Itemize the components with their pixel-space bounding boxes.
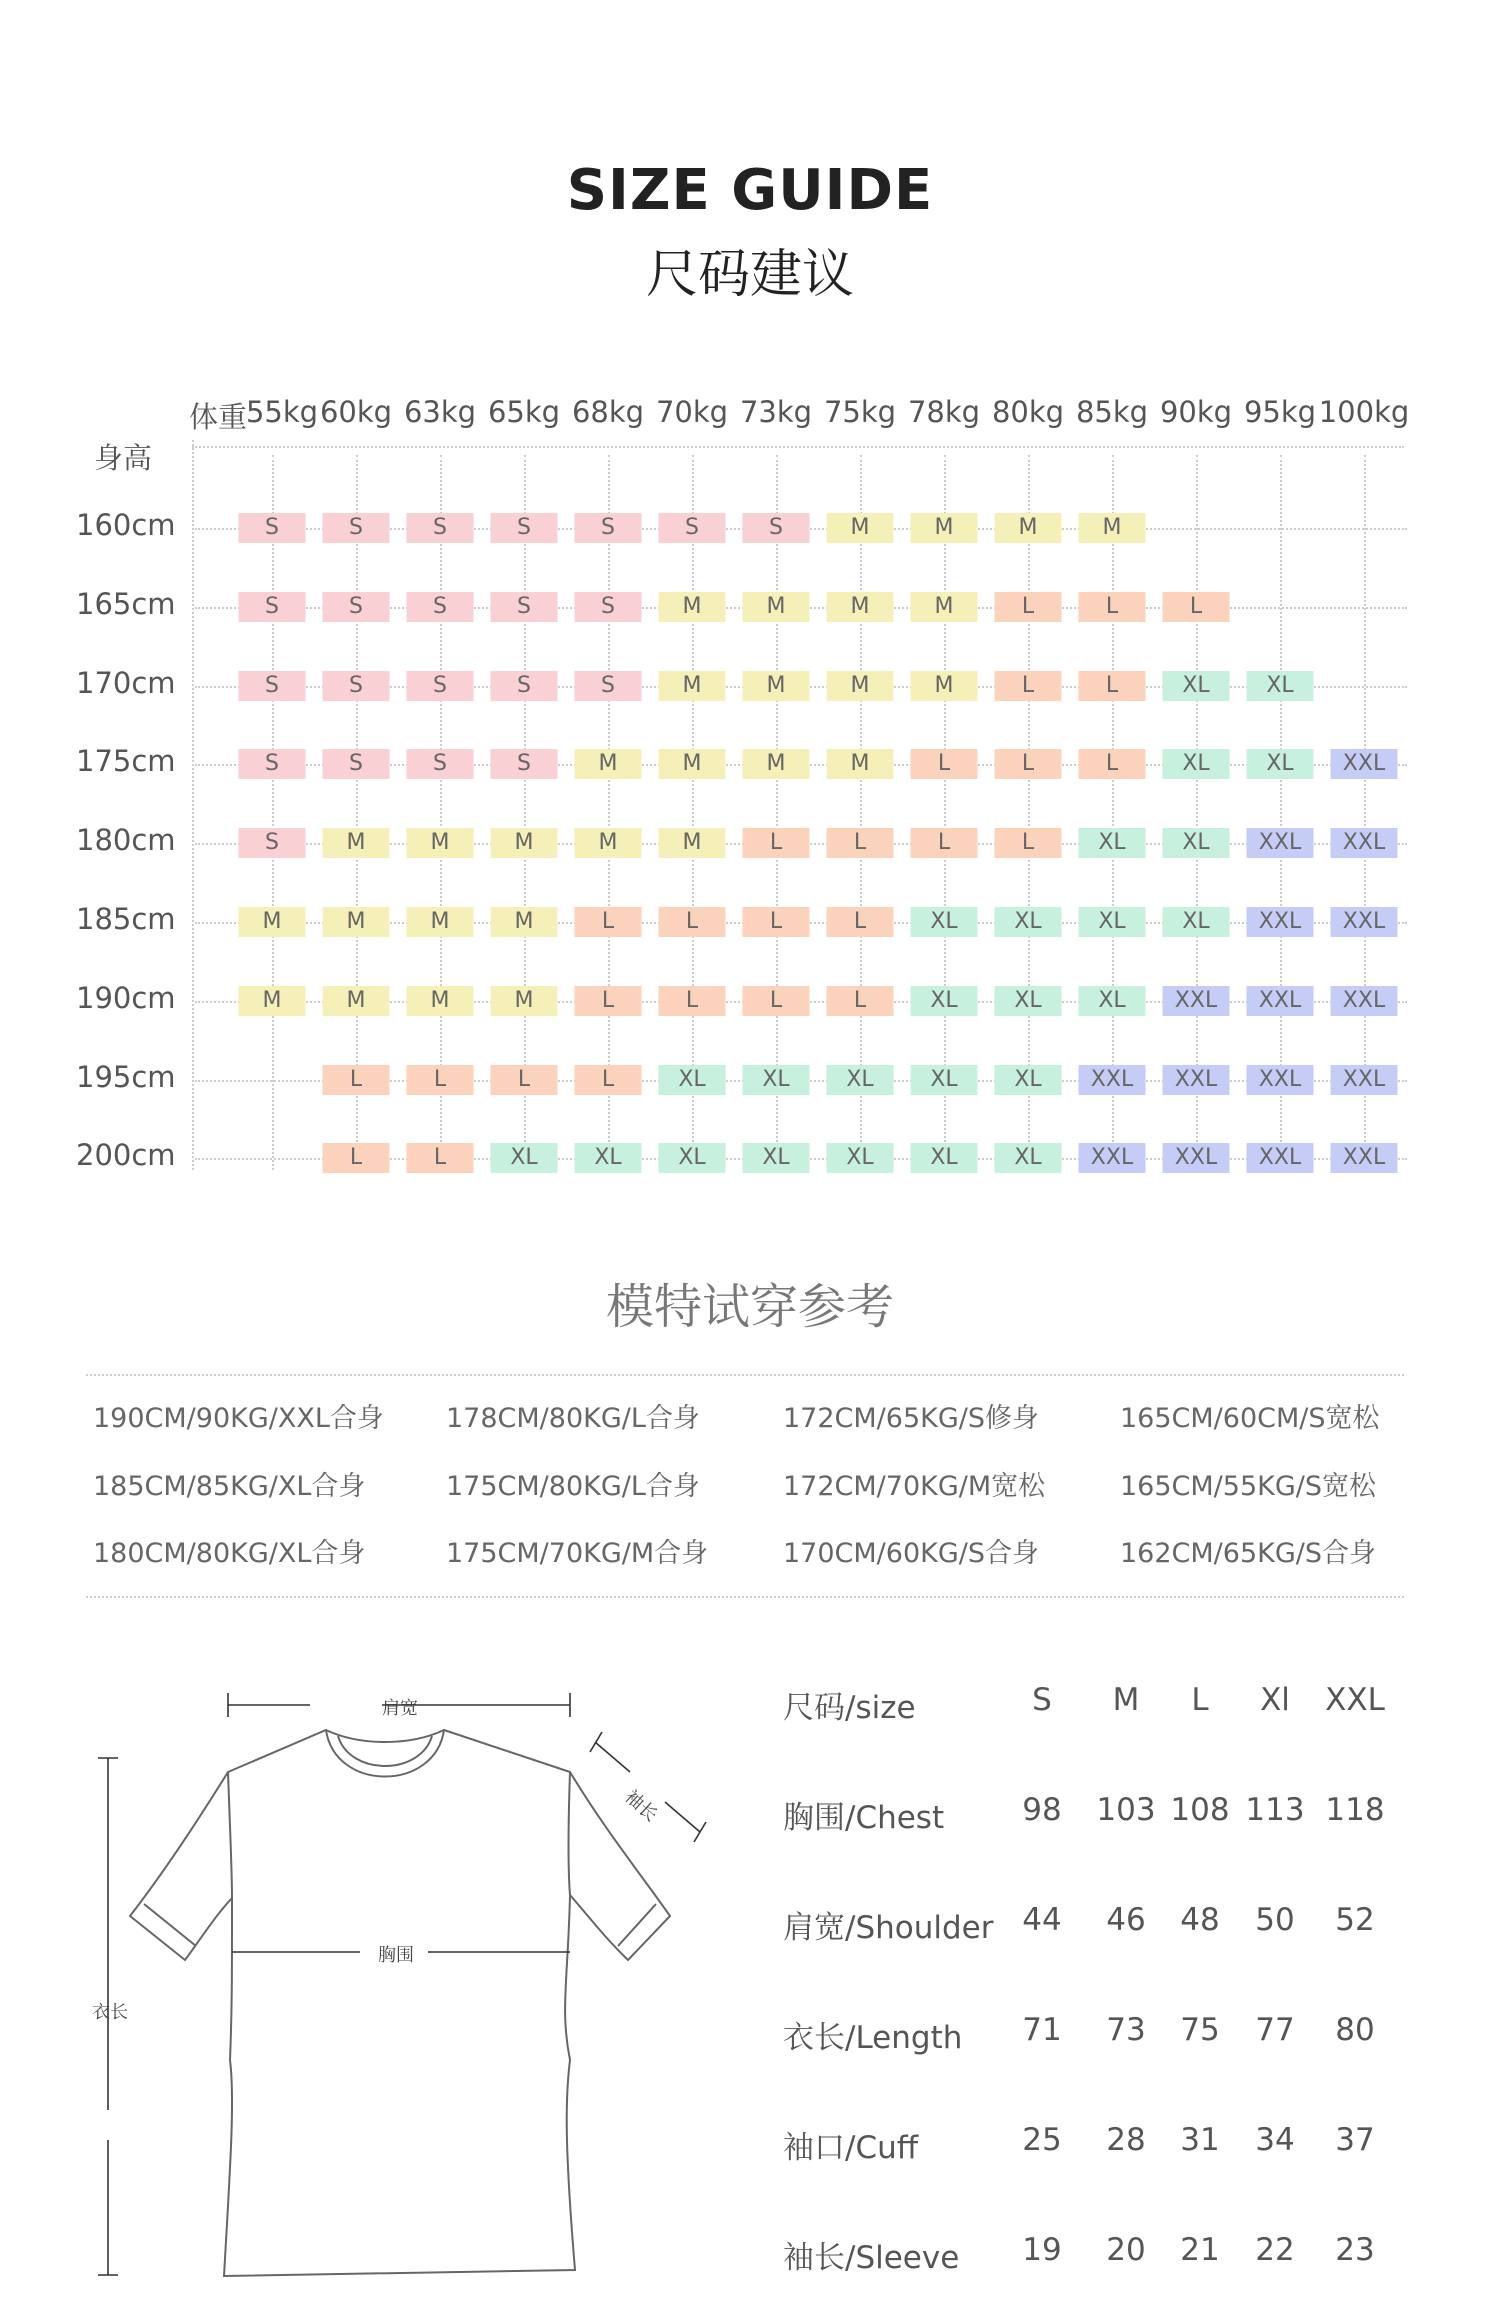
size-cell: L xyxy=(407,1143,474,1173)
weight-label: 100kg xyxy=(1318,395,1410,429)
size-cell: XL xyxy=(995,1065,1062,1095)
size-cell: M xyxy=(323,907,390,937)
size-cell: L xyxy=(659,907,726,937)
size-cell: XL xyxy=(1163,907,1230,937)
size-cell: M xyxy=(659,592,726,622)
size-cell: XL xyxy=(911,1143,978,1173)
height-axis-label: 身高 xyxy=(94,441,153,475)
spec-value: 73 xyxy=(1106,2012,1146,2048)
spec-value: 21 xyxy=(1180,2232,1220,2268)
size-cell: XL xyxy=(1163,749,1230,779)
weight-label: 68kg xyxy=(571,395,645,429)
spec-value: 108 xyxy=(1170,1792,1230,1828)
size-cell: L xyxy=(323,1143,390,1173)
grid-col-line xyxy=(1028,455,1030,1170)
size-cell: M xyxy=(239,986,306,1016)
size-cell: XXL xyxy=(1079,1143,1146,1173)
size-cell: XXL xyxy=(1331,1143,1398,1173)
model-reference-item: 165CM/60CM/S宽松 xyxy=(1120,1403,1380,1434)
spec-value: 118 xyxy=(1325,1792,1385,1828)
spec-row-label: 袖长/Sleeve xyxy=(783,2240,960,2276)
tshirt-diagram xyxy=(60,1680,720,2320)
spec-value: 44 xyxy=(1022,1902,1062,1938)
spec-value: 75 xyxy=(1180,2012,1220,2048)
size-cell: L xyxy=(1079,749,1146,779)
model-reference-item: 178CM/80KG/L合身 xyxy=(446,1403,700,1434)
size-cell: L xyxy=(407,1065,474,1095)
size-cell: L xyxy=(743,986,810,1016)
height-label: 185cm xyxy=(76,902,176,936)
size-cell: M xyxy=(1079,513,1146,543)
size-cell: XL xyxy=(911,1065,978,1095)
page-subtitle: 尺码建议 xyxy=(645,245,854,305)
grid-col-line xyxy=(356,455,358,1170)
size-cell: L xyxy=(659,986,726,1016)
grid-col-line xyxy=(1280,455,1282,1170)
size-cell: L xyxy=(491,1065,558,1095)
size-cell: L xyxy=(575,907,642,937)
weight-label: 80kg xyxy=(991,395,1065,429)
grid-col-line xyxy=(440,455,442,1170)
spec-size-header: Xl xyxy=(1260,1682,1290,1718)
spec-value: 20 xyxy=(1106,2232,1146,2268)
size-cell: L xyxy=(827,828,894,858)
size-cell: S xyxy=(323,592,390,622)
spec-size-header: XXL xyxy=(1325,1682,1385,1718)
size-cell: M xyxy=(491,828,558,858)
size-cell: M xyxy=(827,749,894,779)
sleeve-dim-label: 袖长 xyxy=(620,1786,662,1826)
size-cell: S xyxy=(491,513,558,543)
model-reference-item: 175CM/80KG/L合身 xyxy=(446,1471,700,1502)
height-label: 170cm xyxy=(76,665,176,700)
size-cell: M xyxy=(407,907,474,937)
weight-label: 70kg xyxy=(655,395,729,429)
spec-value: 37 xyxy=(1335,2122,1375,2158)
size-cell: M xyxy=(407,986,474,1016)
size-cell: M xyxy=(827,671,894,701)
weight-label: 90kg xyxy=(1159,395,1233,429)
size-cell: L xyxy=(827,986,894,1016)
size-cell: L xyxy=(323,1065,390,1095)
size-cell: S xyxy=(239,671,306,701)
size-cell: XL xyxy=(743,1143,810,1173)
grid-axis-line xyxy=(192,446,1404,448)
spec-value: 31 xyxy=(1180,2122,1220,2158)
size-cell: XL xyxy=(491,1143,558,1173)
size-cell: L xyxy=(743,828,810,858)
size-cell: XXL xyxy=(1163,1143,1230,1173)
grid-col-line xyxy=(944,455,946,1170)
grid-axis-line xyxy=(192,440,194,1170)
spec-row-label: 肩宽/Shoulder xyxy=(783,1910,994,1946)
height-label: 195cm xyxy=(76,1059,176,1094)
size-cell: XL xyxy=(1079,907,1146,937)
size-cell: L xyxy=(995,828,1062,858)
size-cell: S xyxy=(407,671,474,701)
size-cell: M xyxy=(743,592,810,622)
grid-col-line xyxy=(524,455,526,1170)
height-label: 165cm xyxy=(76,586,176,621)
size-cell: M xyxy=(659,828,726,858)
size-cell: XL xyxy=(995,1143,1062,1173)
grid-col-line xyxy=(1196,455,1198,1170)
spec-row-label: 袖口/Cuff xyxy=(783,2130,919,2166)
size-cell: XL xyxy=(1079,986,1146,1016)
size-cell: XL xyxy=(743,1065,810,1095)
size-cell: S xyxy=(743,513,810,543)
size-cell: XXL xyxy=(1331,907,1398,937)
size-cell: M xyxy=(911,513,978,543)
size-cell: XL xyxy=(1163,671,1230,701)
spec-value: 46 xyxy=(1106,1902,1146,1938)
spec-value: 19 xyxy=(1022,2232,1062,2268)
size-cell: M xyxy=(827,592,894,622)
size-cell: S xyxy=(659,513,726,543)
size-cell: S xyxy=(239,513,306,543)
size-cell: XL xyxy=(911,907,978,937)
size-cell: L xyxy=(995,749,1062,779)
size-cell: S xyxy=(491,749,558,779)
size-cell: XL xyxy=(575,1143,642,1173)
size-cell: S xyxy=(575,513,642,543)
size-cell: M xyxy=(659,749,726,779)
size-cell: L xyxy=(995,671,1062,701)
size-cell: L xyxy=(995,592,1062,622)
weight-label: 78kg xyxy=(907,395,981,429)
size-cell: L xyxy=(1079,671,1146,701)
size-cell: M xyxy=(911,592,978,622)
size-cell: L xyxy=(911,828,978,858)
model-reference-item: 172CM/65KG/S修身 xyxy=(783,1403,1039,1434)
size-cell: S xyxy=(323,749,390,779)
size-cell: S xyxy=(575,592,642,622)
size-cell: M xyxy=(407,828,474,858)
size-cell: M xyxy=(827,513,894,543)
model-reference-item: 185CM/85KG/XL合身 xyxy=(93,1471,366,1502)
size-cell: XXL xyxy=(1247,1065,1314,1095)
size-cell: M xyxy=(995,513,1062,543)
size-cell: XXL xyxy=(1331,749,1398,779)
size-cell: S xyxy=(239,828,306,858)
spec-value: 113 xyxy=(1245,1792,1305,1828)
size-cell: L xyxy=(575,986,642,1016)
weight-label: 55kg xyxy=(245,395,319,429)
size-cell: XXL xyxy=(1247,907,1314,937)
weight-label: 85kg xyxy=(1075,395,1149,429)
divider xyxy=(86,1374,1404,1376)
divider xyxy=(86,1596,1404,1598)
size-cell: XXL xyxy=(1247,986,1314,1016)
spec-value: 22 xyxy=(1255,2232,1295,2268)
grid-col-line xyxy=(692,455,694,1170)
shoulder-dim-label: 肩宽 xyxy=(382,1698,418,1719)
weight-label: 95kg xyxy=(1243,395,1317,429)
spec-value: 34 xyxy=(1255,2122,1295,2158)
spec-size-header: L xyxy=(1191,1682,1209,1718)
weight-label: 73kg xyxy=(739,395,813,429)
height-label: 175cm xyxy=(76,744,176,779)
grid-col-line xyxy=(860,455,862,1170)
model-reference-item: 180CM/80KG/XL合身 xyxy=(93,1538,366,1569)
spec-value: 80 xyxy=(1335,2012,1375,2048)
size-cell: S xyxy=(491,671,558,701)
spec-value: 50 xyxy=(1255,1902,1295,1938)
size-cell: L xyxy=(575,1065,642,1095)
size-cell: L xyxy=(1079,592,1146,622)
size-cell: S xyxy=(407,592,474,622)
grid-col-line xyxy=(272,455,274,1170)
size-cell: M xyxy=(323,986,390,1016)
size-cell: XXL xyxy=(1163,1065,1230,1095)
size-cell: L xyxy=(911,749,978,779)
spec-value: 23 xyxy=(1335,2232,1375,2268)
height-label: 190cm xyxy=(76,980,176,1015)
weight-label: 75kg xyxy=(823,395,897,429)
grid-col-line xyxy=(1112,455,1114,1170)
size-cell: M xyxy=(323,828,390,858)
size-cell: XXL xyxy=(1163,986,1230,1016)
size-cell: XXL xyxy=(1247,1143,1314,1173)
size-cell: XL xyxy=(1247,749,1314,779)
size-cell: XL xyxy=(659,1143,726,1173)
grid-col-line xyxy=(1364,455,1366,1170)
spec-row-label: 衣长/Length xyxy=(783,2020,963,2056)
size-cell: XL xyxy=(659,1065,726,1095)
model-reference-title: 模特试穿参考 xyxy=(605,1279,894,1335)
height-label: 200cm xyxy=(76,1138,176,1173)
size-cell: M xyxy=(491,907,558,937)
size-cell: XL xyxy=(1079,828,1146,858)
size-cell: S xyxy=(239,592,306,622)
chest-dim-label: 胸围 xyxy=(378,1945,414,1966)
spec-value: 52 xyxy=(1335,1902,1375,1938)
size-cell: XXL xyxy=(1247,828,1314,858)
size-cell: XL xyxy=(911,986,978,1016)
model-reference-item: 162CM/65KG/S合身 xyxy=(1120,1538,1376,1569)
size-cell: XL xyxy=(1163,828,1230,858)
size-cell: XL xyxy=(995,986,1062,1016)
size-cell: XXL xyxy=(1079,1065,1146,1095)
size-cell: S xyxy=(491,592,558,622)
weight-label: 65kg xyxy=(487,395,561,429)
spec-value: 28 xyxy=(1106,2122,1146,2158)
grid-col-line xyxy=(608,455,610,1170)
size-cell: M xyxy=(575,828,642,858)
model-reference-item: 175CM/70KG/M合身 xyxy=(446,1538,709,1569)
spec-value: 71 xyxy=(1022,2012,1062,2048)
model-reference-item: 172CM/70KG/M宽松 xyxy=(783,1471,1046,1502)
size-cell: L xyxy=(743,907,810,937)
spec-row-label: 胸围/Chest xyxy=(783,1800,945,1836)
spec-value: 103 xyxy=(1096,1792,1156,1828)
weight-label: 60kg xyxy=(319,395,393,429)
spec-value: 77 xyxy=(1255,2012,1295,2048)
size-cell: M xyxy=(743,749,810,779)
size-cell: XL xyxy=(827,1065,894,1095)
grid-col-line xyxy=(776,455,778,1170)
size-cell: S xyxy=(575,671,642,701)
spec-size-header: S xyxy=(1032,1682,1052,1718)
model-reference-item: 165CM/55KG/S宽松 xyxy=(1120,1471,1376,1502)
size-cell: M xyxy=(743,671,810,701)
size-cell: S xyxy=(239,749,306,779)
height-label: 160cm xyxy=(76,508,176,542)
size-cell: L xyxy=(1163,592,1230,622)
size-cell: M xyxy=(911,671,978,701)
page-title: SIZE GUIDE xyxy=(566,158,934,223)
spec-value: 48 xyxy=(1180,1902,1220,1938)
model-reference-item: 190CM/90KG/XXL合身 xyxy=(93,1403,384,1434)
size-cell: XXL xyxy=(1331,1065,1398,1095)
size-cell: S xyxy=(323,513,390,543)
size-cell: S xyxy=(407,749,474,779)
spec-value: 25 xyxy=(1022,2122,1062,2158)
size-cell: XL xyxy=(995,907,1062,937)
size-cell: M xyxy=(491,986,558,1016)
size-cell: M xyxy=(239,907,306,937)
weight-axis-label: 体重 xyxy=(188,400,248,434)
height-label: 180cm xyxy=(76,823,176,858)
length-dim-label: 衣长 xyxy=(92,2002,128,2023)
size-cell: S xyxy=(323,671,390,701)
spec-header-label: 尺码/size xyxy=(783,1690,916,1726)
size-cell: XXL xyxy=(1331,828,1398,858)
size-cell: S xyxy=(407,513,474,543)
size-cell: M xyxy=(575,749,642,779)
size-cell: XXL xyxy=(1331,986,1398,1016)
size-cell: M xyxy=(659,671,726,701)
size-cell: L xyxy=(827,907,894,937)
size-cell: XL xyxy=(827,1143,894,1173)
spec-size-header: M xyxy=(1112,1682,1140,1718)
spec-value: 98 xyxy=(1022,1792,1062,1828)
weight-label: 63kg xyxy=(403,395,477,429)
size-cell: XL xyxy=(1247,671,1314,701)
model-reference-item: 170CM/60KG/S合身 xyxy=(783,1538,1039,1569)
